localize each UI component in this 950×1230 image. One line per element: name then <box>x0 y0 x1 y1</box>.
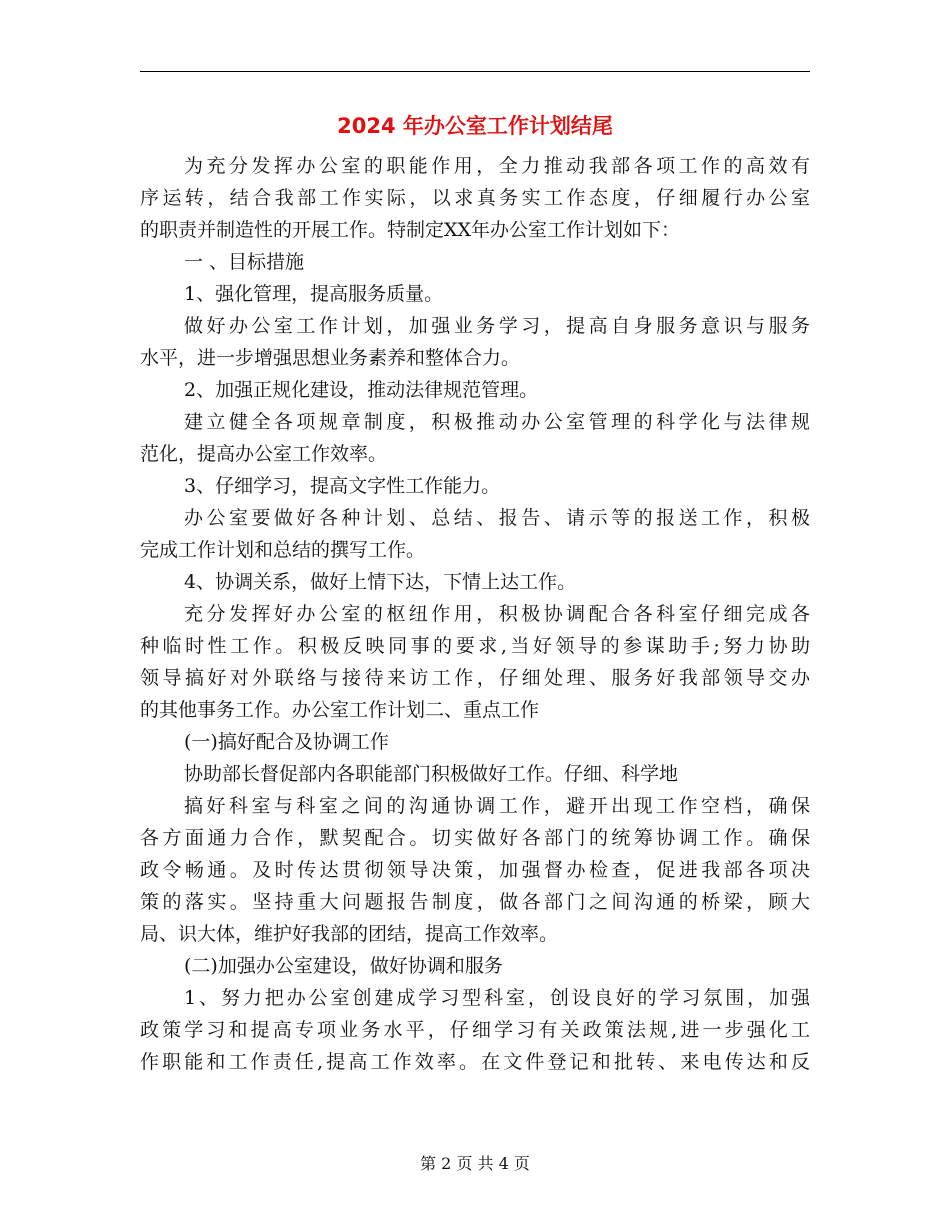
text-line: (一)搞好配合及协调工作 <box>184 731 389 753</box>
text-line: 政策学习和提高专项业务水平，仔细学习有关政策法规,进一步强化工 <box>140 1019 810 1041</box>
text-line: 局、识大体，维护好我部的团结，提高工作效率。 <box>140 923 559 945</box>
text-line: 范化，提高办公室工作效率。 <box>140 443 388 465</box>
text-line: 1、强化管理，提高服务质量。 <box>184 283 444 305</box>
text-line: 的职责并制造性的开展工作。特制定XX年办公室工作计划如下： <box>140 219 681 241</box>
text-line: 办公室要做好各种计划、总结、报告、请示等的报送工作，积极 <box>184 507 810 529</box>
header-rule <box>140 71 810 72</box>
text-line: 为充分发挥办公室的职能作用，全力推动我部各项工作的高效有 <box>184 155 810 177</box>
text-line: 的其他事务工作。办公室工作计划二、重点工作 <box>140 699 540 721</box>
text-line: 4、协调关系，做好上情下达，下情上达工作。 <box>184 571 577 593</box>
page-footer: 第 2 页 共 4 页 <box>420 1154 530 1173</box>
text-line: 策的落实。坚持重大问题报告制度，做各部门之间沟通的桥梁，顾大 <box>140 891 810 913</box>
text-line: 1、努力把办公室创建成学习型科室，创设良好的学习氛围，加强 <box>184 987 810 1009</box>
text-line: 协助部长督促部内各职能部门积极做好工作。仔细、科学地 <box>184 763 679 785</box>
text-line: 作职能和工作责任,提高工作效率。在文件登记和批转、来电传达和反 <box>140 1051 810 1073</box>
text-line: 做好办公室工作计划，加强业务学习，提高自身服务意识与服务 <box>184 315 810 337</box>
document-body <box>140 150 810 1078</box>
text-line: 充分发挥好办公室的枢纽作用，积极协调配合各科室仔细完成各 <box>184 603 810 625</box>
text-line: 各方面通力合作，默契配合。切实做好各部门的统筹协调工作。确保 <box>140 827 810 849</box>
text-line: 建立健全各项规章制度，积极推动办公室管理的科学化与法律规 <box>184 411 810 433</box>
document-title: 2024 年办公室工作计划结尾 <box>337 114 613 138</box>
text-line: 搞好科室与科室之间的沟通协调工作，避开出现工作空档，确保 <box>184 795 810 817</box>
text-line: (二)加强办公室建设，做好协调和服务 <box>184 955 503 977</box>
text-line: 种临时性工作。积极反映同事的要求,当好领导的参谋助手;努力协助 <box>140 635 810 657</box>
text-line: 序运转，结合我部工作实际，以求真务实工作态度，仔细履行办公室 <box>140 187 810 209</box>
text-line: 完成工作计划和总结的撰写工作。 <box>140 539 426 561</box>
text-line: 水平，进一步增强思想业务素养和整体合力。 <box>140 347 521 369</box>
text-line: 2、加强正规化建设，推动法律规范管理。 <box>184 379 539 401</box>
text-line: 3、仔细学习，提高文字性工作能力。 <box>184 475 501 497</box>
text-line: 领导搞好对外联络与接待来访工作，仔细处理、服务好我部领导交办 <box>140 667 810 689</box>
text-line: 政令畅通。及时传达贯彻领导决策，加强督办检查，促进我部各项决 <box>140 859 810 881</box>
text-line: 一 、目标措施 <box>184 251 305 273</box>
